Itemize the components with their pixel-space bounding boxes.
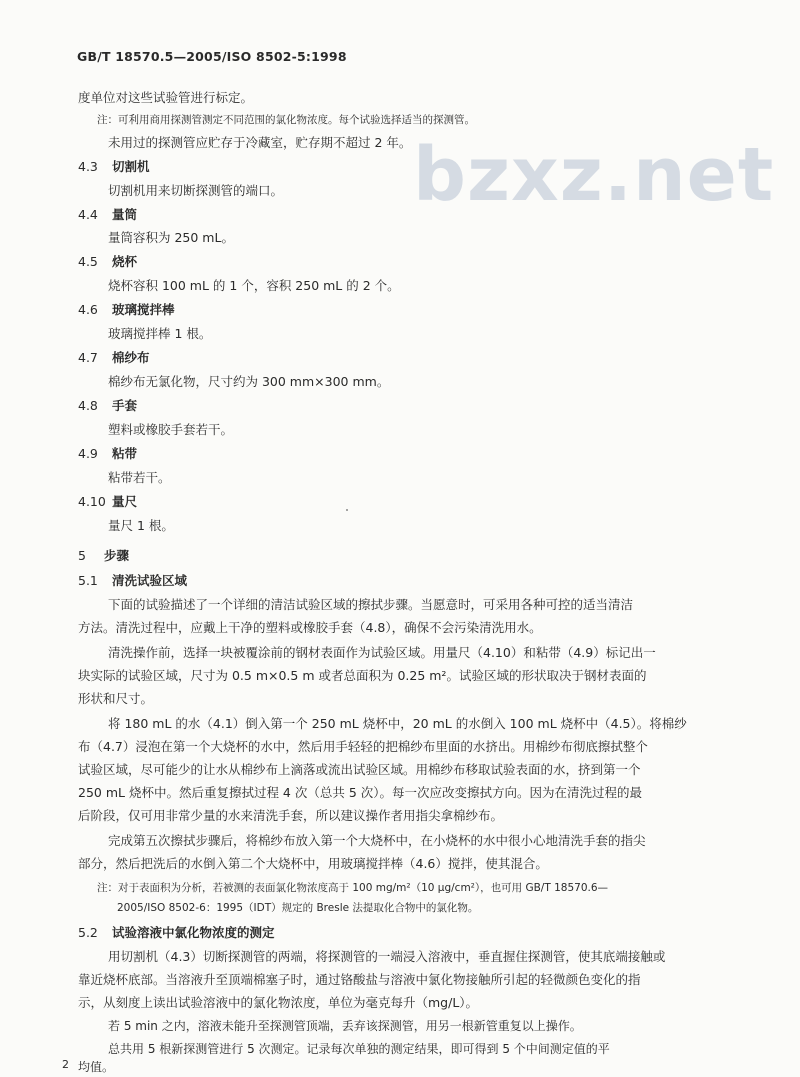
paragraph-line: 试验区域，尽可能少的让水从棉纱布上滴落或流出试验区域。用棉纱布移取试验表面的水，挤到第一个 [78,762,641,777]
section-text: 棉纱布无氯化物，尺寸约为 300 mm×300 mm。 [108,374,390,389]
section-heading [78,444,137,462]
section-title: 棉纱布 [111,350,150,365]
section-number: 4.7 [78,350,98,365]
section-text: 粘带若干。 [108,470,171,485]
paragraph-line: 示，从刻度上读出试验溶液中的氯化物浓度，单位为毫克每升（mg/L）。 [78,995,479,1010]
chapter-heading [78,546,129,564]
section-title: 切割机 [111,159,150,174]
scan-speck [346,509,348,511]
chapter-title: 步骤 [103,548,129,563]
section-heading [78,396,137,414]
paragraph-line: 块实际的试验区域，尺寸为 0.5 m×0.5 m 或者总面积为 0.25 m²。试验区域的形状取决于钢材表面的 [78,668,647,683]
section-number: 4.4 [78,207,98,222]
section-heading [78,157,150,175]
paragraph-line: 后阶段，仅可用非常少量的水来清洗手套，所以建议操作者用指尖拿棉纱布。 [78,808,504,823]
paragraph-line: 部分，然后把洗后的水倒入第二个大烧杯中，用玻璃搅拌棒（4.6）搅拌，使其混合。 [78,856,548,871]
section-heading [78,923,275,941]
paragraph-line: 下面的试验描述了一个详细的清洁试验区域的擦拭步骤。当愿意时，可采用各种可控的适当清洁 [108,597,634,612]
page-number: 2 [62,1058,69,1071]
section-heading [78,252,137,270]
section-number: 5.1 [78,573,98,588]
section-text: 塑料或橡胶手套若干。 [108,422,234,437]
standard-header: GB/T 18570.5—2005/ISO 8502-5:1998 [77,49,347,64]
section-title: 量筒 [111,207,137,222]
section-title: 玻璃搅拌棒 [111,302,175,317]
section-title: 试验溶液中氯化物浓度的测定 [111,925,275,940]
section-title: 量尺 [111,494,137,509]
section-number: 4.9 [78,446,98,461]
section-title: 清洗试验区域 [111,573,187,588]
paragraph-line: 250 mL 烧杯中。然后重复擦拭过程 4 次（总共 5 次）。每一次应改变擦拭方向。因为在清洗过程的最 [78,785,642,800]
text-line: 未用过的探测管应贮存于冷藏室，贮存期不超过 2 年。 [108,135,412,150]
chapter-number: 5 [78,548,86,563]
section-number: 4.3 [78,159,98,174]
section-title: 烧杯 [111,254,137,269]
section-text: 烧杯容积 100 mL 的 1 个，容积 250 mL 的 2 个。 [108,278,400,293]
section-text: 切割机用来切断探测管的端口。 [108,183,284,198]
note-line: 注：对于表面积为分析，若被测的表面氯化物浓度高于 100 mg/m²（10 μg/cm²），也可用 GB/T 18570.6— [97,882,609,894]
paragraph-line: 均值。 [78,1060,115,1074]
section-text: 量尺 1 根。 [108,518,174,533]
paragraph-line: 清洗操作前，选择一块被覆涂前的钢材表面作为试验区域。用量尺（4.10）和粘带（4.9）标记出一 [108,645,656,660]
section-heading [78,205,137,223]
section-number: 4.8 [78,398,98,413]
text-line: 度单位对这些试验管进行标定。 [78,90,254,105]
section-heading [78,300,175,318]
paragraph-line: 若 5 min 之内，溶液未能升至探测管顶端，丢弃该探测管，用另一根新管重复以上操作。 [108,1019,582,1033]
paragraph-line: 用切割机（4.3）切断探测管的两端，将探测管的一端浸入溶液中，垂直握住探测管，使其底端接触或 [108,949,666,964]
section-text: 量筒容积为 250 mL。 [108,230,234,245]
section-number: 4.5 [78,254,98,269]
paragraph-line: 布（4.7）浸泡在第一个大烧杯的水中，然后用手轻轻的把棉纱布里面的水挤出。用棉纱布彻底擦拭整个 [78,739,648,754]
watermark: bzxz.net [413,132,775,218]
section-number: 4.6 [78,302,98,317]
section-heading [78,492,137,510]
paragraph-line: 总共用 5 根新探测管进行 5 次测定。记录每次单独的测定结果，即可得到 5 个中间测定值的平 [108,1042,610,1056]
paragraph-line: 完成第五次擦拭步骤后，将棉纱布放入第一个大烧杯中，在小烧杯的水中很小心地清洗手套的指尖 [108,833,646,848]
section-heading [78,571,187,589]
section-title: 粘带 [111,446,137,461]
section-text: 玻璃搅拌棒 1 根。 [108,326,212,341]
section-title: 手套 [111,398,137,413]
paragraph-line: 将 180 mL 的水（4.1）倒入第一个 250 mL 烧杯中，20 mL 的水倒入 100 mL 烧杯中（4.5）。将棉纱 [108,716,687,731]
paragraph-line: 靠近烧杯底部。当溶液升至顶端棉塞子时，通过铬酸盐与溶液中氯化物接触所引起的轻微颜色变化的指 [78,972,641,987]
section-number: 4.10 [78,494,106,509]
section-number: 5.2 [78,925,98,940]
note-line: 注：可利用商用探测管测定不同范围的氯化物浓度。每个试验选择适当的探测管。 [97,114,475,126]
note-line: 2005/ISO 8502-6：1995（IDT）规定的 Bresle 法提取化合物中的氯化物。 [117,902,479,914]
paragraph-line: 方法。清洗过程中，应戴上干净的塑料或橡胶手套（4.8），确保不会污染清洗用水。 [78,620,542,635]
section-heading [78,348,150,366]
paragraph-line: 形状和尺寸。 [78,691,154,706]
